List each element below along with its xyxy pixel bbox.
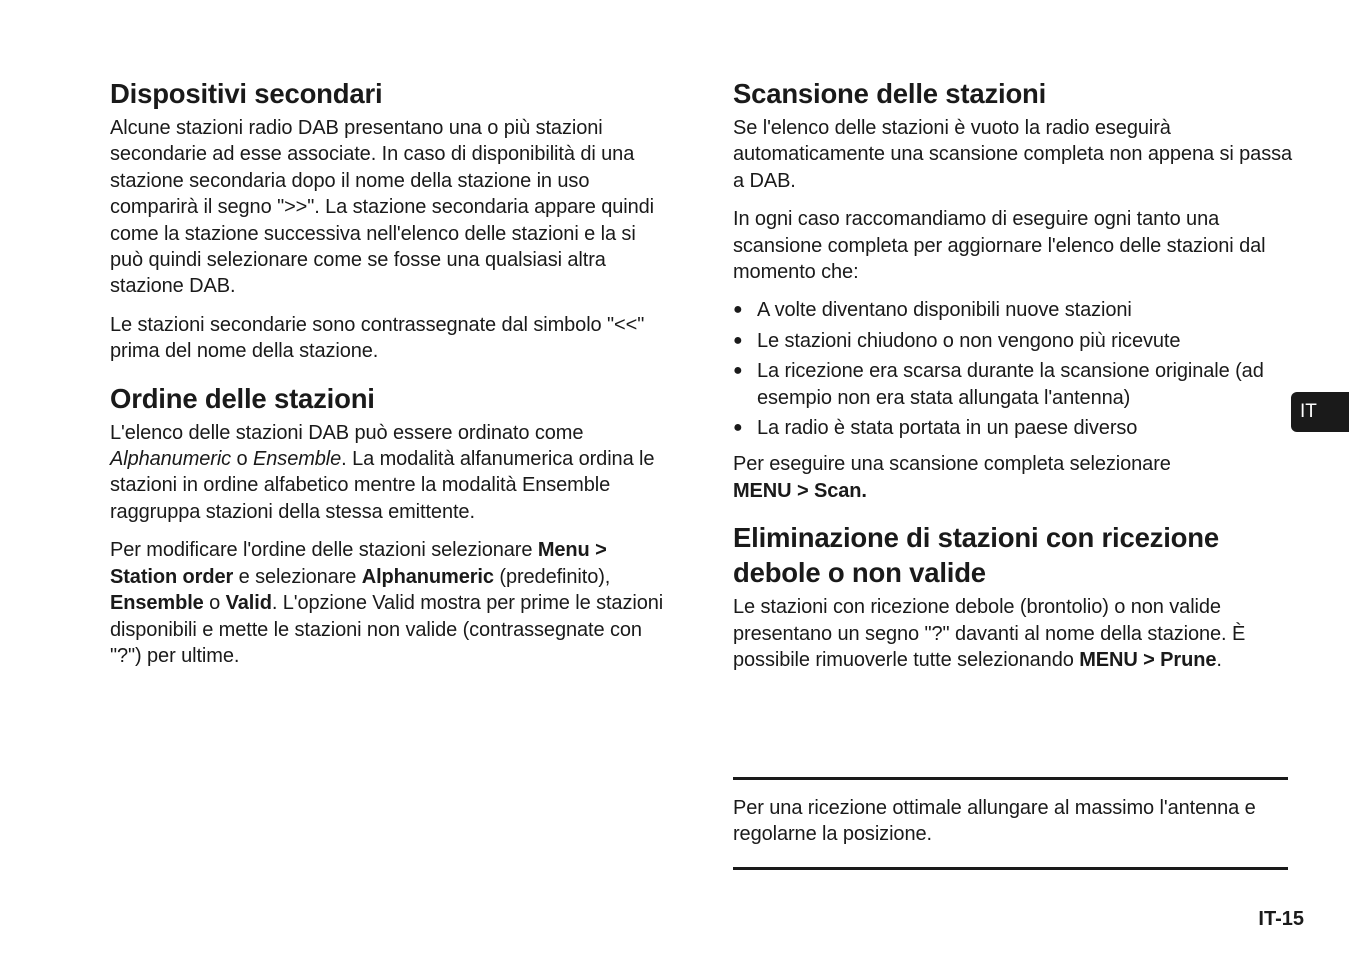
tip-top-rule xyxy=(733,777,1288,780)
language-tab: IT xyxy=(1291,392,1349,432)
menu-path: Menu > Station order xyxy=(110,539,607,588)
list-item xyxy=(733,297,1293,323)
text: . xyxy=(1216,649,1222,672)
option-valid: Valid xyxy=(225,592,272,615)
list-item-text: La ricezione era scarsa durante la scansione originale (ad esempio non era stata allungata l'antenna) xyxy=(757,360,1264,409)
list-item xyxy=(733,415,1293,441)
paragraph-scan-1: Se l'elenco delle stazioni è vuoto la radio eseguirà automaticamente una scansione completa non appena si passa a DAB. xyxy=(733,117,1293,192)
tip-box xyxy=(733,795,1288,848)
section-title-secondary-devices: Dispositivi secondari xyxy=(110,78,383,109)
paragraph-scan-2: In ogni caso raccomandiamo di eseguire ogni tanto una scansione completa per aggiornare l'elenco delle stazioni dal momento che: xyxy=(733,208,1266,284)
paragraph-order-2 xyxy=(110,537,670,669)
list-item xyxy=(733,328,1293,354)
paragraph-order-1 xyxy=(110,420,670,526)
text: . La modalità alfanumerica ordina le stazioni in ordine alfabetico mentre la modalità Ensemble raggruppa stazioni della stessa emittente. xyxy=(110,448,655,523)
tip-text: Per una ricezione ottimale allungare al massimo l'antenna e regolarne la posizione. xyxy=(733,797,1256,846)
section-title-station-scan: Scansione delle stazioni xyxy=(733,78,1047,109)
page-number: IT-15 xyxy=(1258,908,1304,930)
list-item xyxy=(733,358,1293,411)
tip-bottom-rule xyxy=(733,867,1288,870)
bullet-icon: ● xyxy=(733,301,743,319)
option-alphanumeric: Alphanumeric xyxy=(361,565,494,588)
list-item-text: La radio è stata portata in un paese diverso xyxy=(757,417,1138,440)
text: . L'opzione Valid mostra per prime le stazioni disponibili e mette le stazioni non valide (contrassegnate con "?") per ultime. xyxy=(110,592,664,667)
menu-path: MENU > Scan. xyxy=(733,479,867,502)
list-item-text: Le stazioni chiudono o non vengono più ricevute xyxy=(757,329,1181,352)
section-title-station-order: Ordine delle stazioni xyxy=(110,382,375,414)
scan-reasons-list xyxy=(733,297,1293,441)
bullet-icon: ● xyxy=(733,331,743,349)
right-column xyxy=(733,76,1293,686)
text: Le stazioni con ricezione debole (brontolio) o non valide presentano un segno "?" davanti al nome della stazione. È possibile rimuoverle tutte selezionando xyxy=(733,596,1246,672)
text: e selezionare xyxy=(233,565,362,588)
text-italic: Ensemble xyxy=(253,448,342,471)
text: Per eseguire una scansione completa selezionare xyxy=(733,453,1171,476)
text: (predefinito), xyxy=(493,565,611,588)
bullet-icon: ● xyxy=(733,419,743,437)
section-title-prune: Eliminazione di stazioni con ricezione debole o non valide xyxy=(733,522,1219,589)
text: o xyxy=(203,592,226,615)
paragraph-secondary-2: Le stazioni secondarie sono contrassegnate dal simbolo "<<" prima del nome della stazione. xyxy=(110,313,645,363)
paragraph-secondary-1: Alcune stazioni radio DAB presentano una o più stazioni secondarie ad esse associate. In caso di disponibilità di una stazione secondaria dopo il nome della stazione in uso comparirà il segno ">>". La stazione secondaria appare quindi come la stazione successiva nell'elenco delle stazioni e la si può quindi selezionare come se fosse una qualsiasi altra stazione DAB. xyxy=(110,117,654,298)
text-italic: Alphanumeric xyxy=(110,448,232,471)
text: o xyxy=(231,448,254,471)
text: Per modificare l'ordine delle stazioni selezionare xyxy=(110,539,538,562)
left-column xyxy=(110,76,670,681)
text: L'elenco delle stazioni DAB può essere ordinato come xyxy=(110,421,584,444)
paragraph-prune xyxy=(733,594,1293,673)
paragraph-scan-3 xyxy=(733,451,1293,504)
bullet-icon: ● xyxy=(733,362,743,380)
menu-path: MENU > Prune xyxy=(1079,649,1217,672)
option-ensemble: Ensemble xyxy=(110,592,204,615)
list-item-text: A volte diventano disponibili nuove stazioni xyxy=(757,299,1132,322)
